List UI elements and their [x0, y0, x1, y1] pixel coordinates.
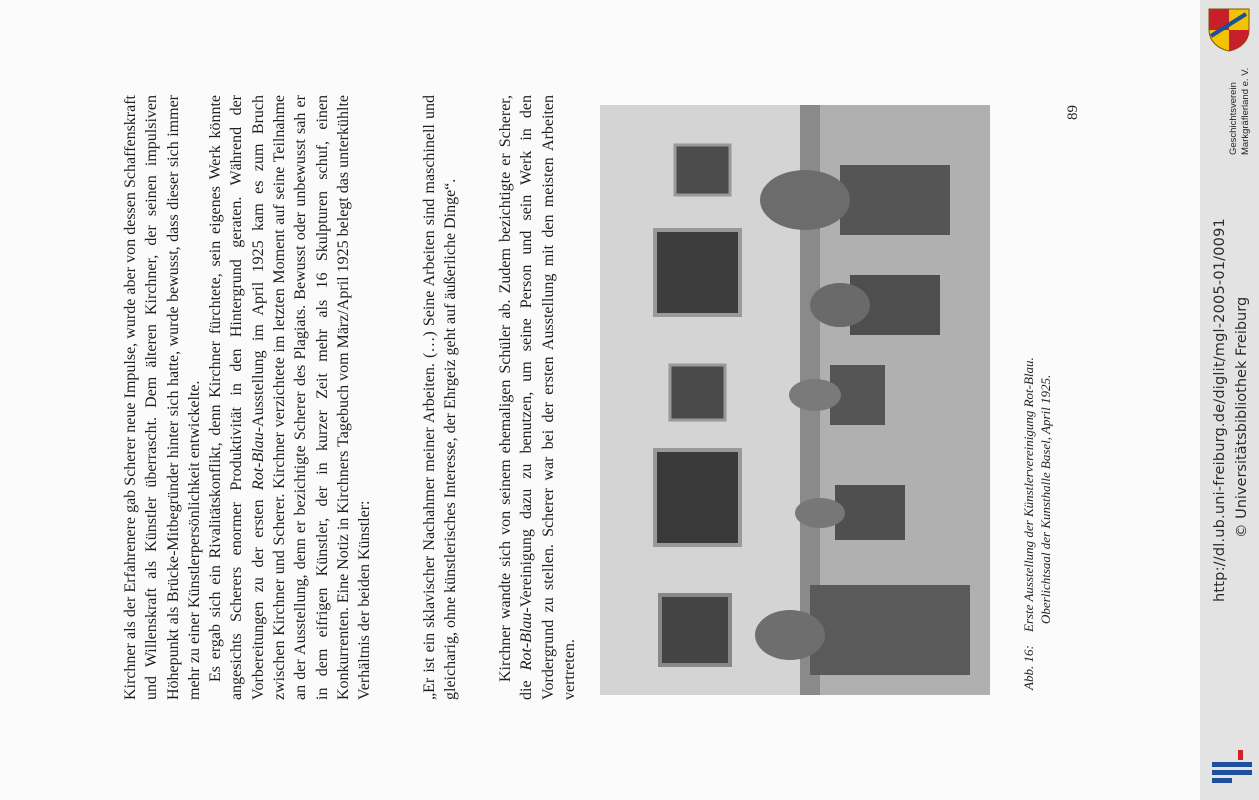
paragraph-3-text-cont: -Vereinigung dazu zu benutzen, um seine Person und sein Werk in den Vordergrund zu stellen. Scherer war bei der ersten Ausstellung mit den meisten Arbeiten vertreten. — [518, 95, 578, 700]
paragraph-1-text: Kirchner als der Erfahrenere gab Scherer neue Impulse, wurde aber von dessen Schaffenskraft und Willenskraft als Künstler überrascht. Dem älteren Kirchner, der seinen impulsiven Höhepunkt als Brücke-Mitbegründer hinter sich hatte, wurde bewusst, dass dieser sich immer mehr zu einer Künstlerpersönlichkeit entwickelte. — [122, 95, 203, 700]
paragraph-2-text: Es ergab sich ein Rivalitätskonflikt, denn Kirchner fürchtete, sein eigenes Werk könnte angesichts Scherers enormer Produktivität in den Hintergrund geraten. Während der Vorbereitungen zu der ersten — [207, 95, 267, 700]
society-name-line-1: Geschichtsverein — [1228, 82, 1239, 155]
exhibition-photo-illustration — [600, 105, 990, 695]
society-name-line-2: Markgräflerland e. V. — [1240, 67, 1251, 155]
ub-freiburg-logo-icon[interactable] — [1210, 748, 1254, 788]
copyright-notice: © Universitätsbibliothek Freiburg — [1234, 296, 1250, 538]
paragraph-2-text-cont: -Ausstellung im April 1925 kam es zum Bruch zwischen Kirchner und Scherer. Kirchner verzichtete im letzten Moment auf seine Teilnahme an der Ausstellung, denn er bezichtigte Scherer des Plagiats. Bewusst oder unbewusst sah er in dem eifrigen Künstler, der in kurzer Zeit mehr als 16 Skulpturen schuf, einen Konkurrenten. Eine Notiz in Kirchners Tagebuch vom März/April 1925 belegt das unterkühlte Verhältnis der beiden Künstler: — [249, 94, 374, 700]
paragraph-2 — [205, 95, 375, 700]
paragraph-3-emphasis: Rot-Blau — [518, 612, 536, 671]
paragraph-3 — [495, 95, 580, 700]
rotated-page — [120, 0, 1120, 800]
source-url-link[interactable]: http://dl.ub.uni-freiburg.de/diglit/mgl-2005-01/0091 — [1212, 218, 1228, 602]
exhibition-photo — [600, 105, 990, 695]
paragraph-3-text: Kirchner wandte sich von seinem ehemaligen Schüler ab. Zudem bezichtigte er Scherer, die — [497, 95, 536, 700]
quote-paragraph: „Er ist ein sklavischer Nachahmer meiner Arbeiten. (…) Seine Arbeiten sind maschinell und gleicharig, ohne künstlerisches Interesse, der Ehrgeiz geht auf äußerliche Dinge“. — [421, 95, 460, 700]
paragraph-1 — [120, 95, 376, 700]
caption-label: Abb. 16: — [1021, 645, 1036, 690]
sidebar-text-strip — [1212, 0, 1256, 800]
paragraph-2-emphasis: Rot-Blau — [249, 432, 267, 491]
page-number: 89 — [1065, 105, 1081, 120]
caption-line-2: Oberlichtsaal der Kunsthalle Basel, April 1925. — [1038, 374, 1053, 624]
figure-caption — [1020, 130, 1054, 690]
caption-line-1: Erste Ausstellung der Künstlervereinigung Rot-Blau. — [1021, 357, 1036, 632]
